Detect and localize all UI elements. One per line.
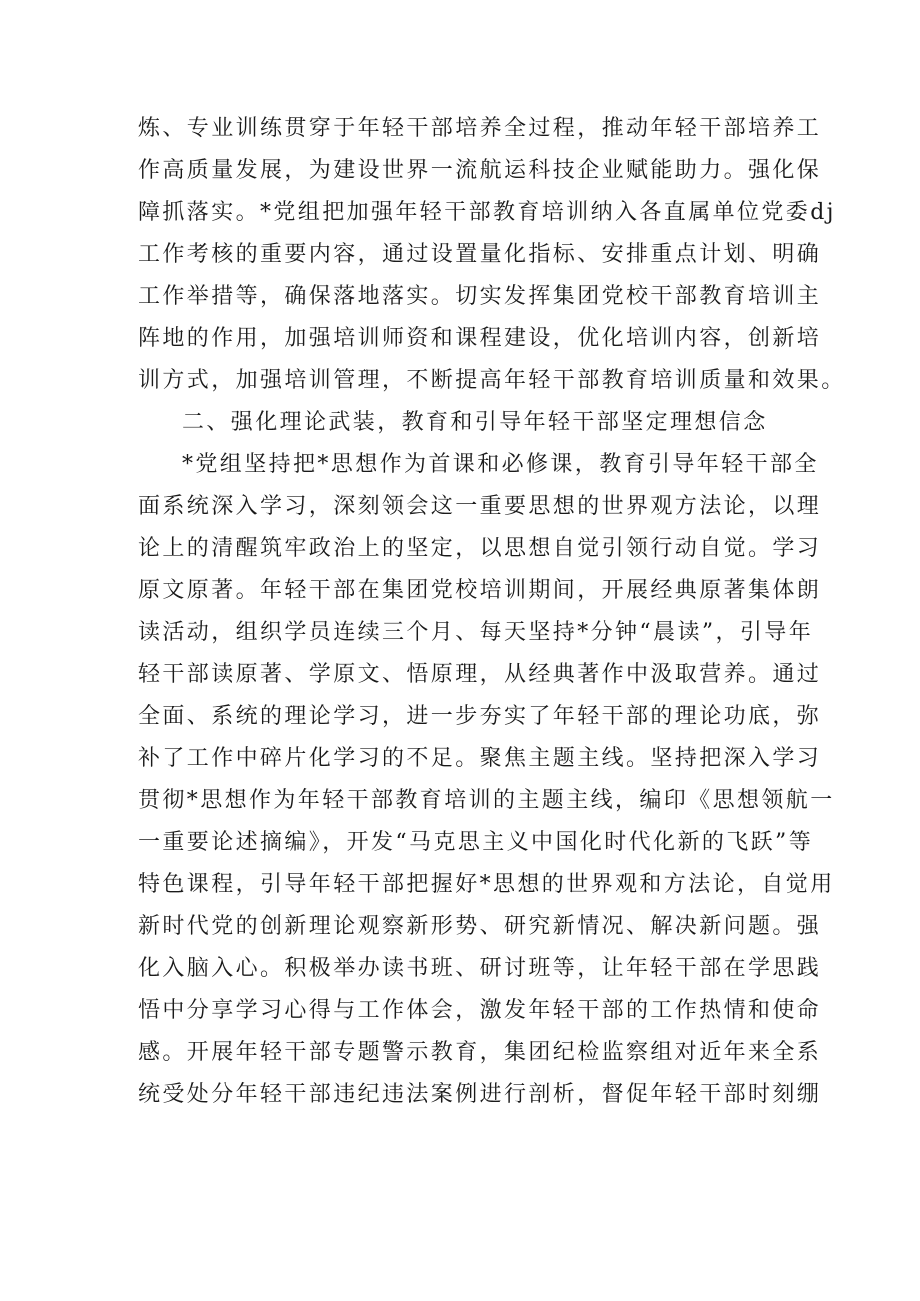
paragraph-line: 特色课程，引导年轻干部把握好*思想的世界观和方法论，自觉用	[138, 872, 835, 897]
section-heading: 二、强化理论武装，教育和引导年轻干部坚定理想信念	[182, 410, 768, 435]
paragraph-line: 化入脑入心。积极举办读书班、研讨班等，让年轻干部在学思践	[138, 956, 822, 981]
paragraph-line: 感。开展年轻干部专题警示教育，集团纪检监察组对近年来全系	[138, 1040, 822, 1065]
paragraph-line: 全面、系统的理论学习，进一步夯实了年轻干部的理论功底，弥	[138, 704, 822, 729]
paragraph-line: 论上的清醒筑牢政治上的坚定，以思想自觉引领行动自觉。学习	[138, 536, 822, 561]
paragraph-line: 贯彻*思想作为年轻干部教育培训的主题主线，编印《思想领航一	[138, 788, 835, 813]
paragraph-line: 新时代党的创新理论观察新形势、研究新情况、解决新问题。强	[138, 914, 822, 939]
paragraph-line: 训方式，加强培训管理，不断提高年轻干部教育培训质量和效果。	[138, 368, 846, 393]
paragraph-line: 障抓落实。*党组把加强年轻干部教育培训纳入各直属单位党委dj	[138, 200, 836, 225]
paragraph-line: 阵地的作用，加强培训师资和课程建设，优化培训内容，创新培	[138, 326, 822, 351]
paragraph-line: 一重要论述摘编》，开发“马克思主义中国化时代化新的飞跃”等	[138, 830, 814, 855]
paragraph-line: 统受处分年轻干部违纪违法案例进行剖析，督促年轻干部时刻绷	[138, 1082, 822, 1107]
paragraph-line: 悟中分享学习心得与工作体会，激发年轻干部的工作热情和使命	[138, 998, 822, 1023]
paragraph-line: 补了工作中碎片化学习的不足。聚焦主题主线。坚持把深入学习	[138, 746, 822, 771]
paragraph-line: *党组坚持把*思想作为首课和必修课，教育引导年轻干部全	[182, 452, 819, 477]
paragraph-line: 炼、专业训练贯穿于年轻干部培养全过程，推动年轻干部培养工	[138, 116, 822, 141]
paragraph-line: 原文原著。年轻干部在集团党校培训期间，开展经典原著集体朗	[138, 578, 822, 603]
paragraph-line: 作高质量发展，为建设世界一流航运科技企业赋能助力。强化保	[138, 158, 822, 183]
document-body	[138, 108, 846, 1116]
paragraph-line: 工作考核的重要内容，通过设置量化指标、安排重点计划、明确	[138, 242, 822, 267]
paragraph-line: 读活动，组织学员连续三个月、每天坚持*分钟“晨读”，引导年	[138, 620, 814, 645]
paragraph-line: 轻干部读原著、学原文、悟原理，从经典著作中汲取营养。通过	[138, 662, 822, 687]
paragraph-line: 面系统深入学习，深刻领会这一重要思想的世界观方法论，以理	[138, 494, 822, 519]
paragraph-line: 工作举措等，确保落地落实。切实发挥集团党校干部教育培训主	[138, 284, 822, 309]
